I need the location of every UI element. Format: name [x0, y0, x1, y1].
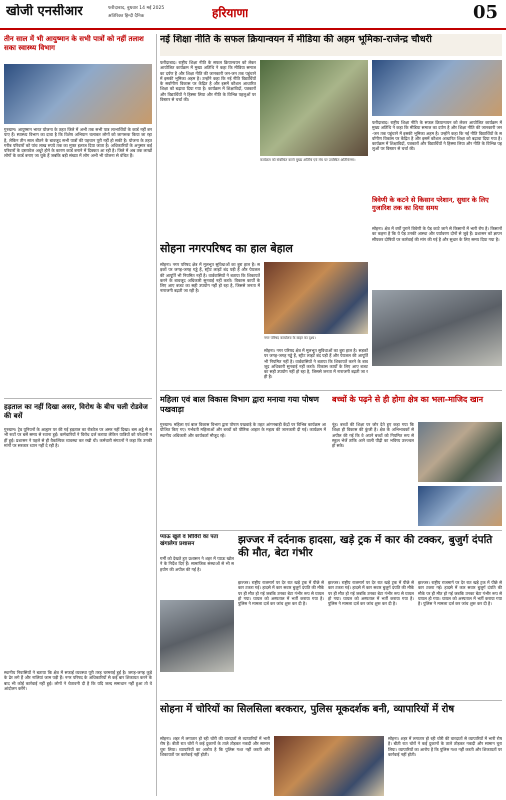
divider [160, 700, 502, 701]
tree-headline: त्रिवेणी के कटने से किसान परेशान, सुधार के लिए गुजारिश तक का दिया समय [372, 196, 489, 212]
left-top-photo [4, 64, 152, 124]
lead-body: फरीदाबाद। राष्ट्रीय शिक्षा नीति के सफल क्रियान्वयन को लेकर आयोजित कार्यक्रम में मुख्य अतिथि ने कहा कि मीडिया समाज का दर्पण है और शिक्षा नीति की जानकारी जन-जन तक पहुंचाने में इसकी भूमिका अहम है। उन्होंने कहा कि नई नीति विद्यार्थियों के सर्वांगीण विकास पर केंद्रित है और इसमें कौशल आधारित शिक्षा को बढ़ावा दिया गया है। कार्यक्रम में शिक्षाविदों, पत्रकारों और विद्यार्थियों ने हिस्सा लिया और नीति के विभिन्न पहलुओं पर विस्तार से चर्चा की। [160, 60, 256, 103]
theft-body-2: सोहना। शहर में लगातार हो रही चोरी की वारदातों से व्यापारियों में भारी रोष है। बीती रात चोरों ने कई दुकानों के ताले तोड़कर नकदी और सामान चुरा लिया। व्यापारियों का आरोप है कि पुलिस गश्त नहीं करती और शिकायतों पर कार्रवाई नहीं होती। [388, 736, 502, 757]
women-body: गुरुग्राम। महिला एवं बाल विकास विभाग द्वारा पोषण पखवाड़े के तहत आंगनबाड़ी केंद्रों पर विभिन्न कार्यक्रम आयोजित किए गए। गर्भवती महिलाओं और बच्चों को पौष्टिक आहार के महत्व की जानकारी दी गई। कार्यक्रम में स्थानीय अधिकारी और कार्यकर्ता मौजूद रहे। [160, 422, 326, 438]
masthead-subline: अतिरिक्त हिन्दी दैनिक [108, 14, 145, 19]
tree-body: सोहना। क्षेत्र में वर्षों पुराने त्रिवेणी के पेड़ काटे जाने से किसानों में भारी रोष है। किसानों का कहना है कि ये पेड़ उनकी आस्था और पर्यावरण दोनों से जुड़े हैं। प्रशासन को ज्ञापन सौंपकर दोषियों पर कार्रवाई की मांग की गई है और सुधार के लिए समय दिया गया है। [372, 226, 502, 242]
children-photo-2 [418, 486, 502, 526]
children-headline: बच्चों के पढ़ने से ही होगा क्षेत्र का भला-माजिद खान [332, 394, 484, 404]
accident-body: झज्जर। राष्ट्रीय राजमार्ग पर देर रात खड़े ट्रक में पीछे से कार टकरा गई। हादसे में कार सवार बुजुर्ग दंपति की मौके पर ही मौत हो गई जबकि उनका बेटा गंभीर रूप से घायल हो गया। घायल को अस्पताल में भर्ती कराया गया है। पुलिस ने मामला दर्ज कर जांच शुरू कर दी है। [238, 580, 324, 607]
divider [160, 390, 502, 391]
tree-photo [372, 290, 502, 366]
left-bottom-body: स्थानीय निवासियों ने बताया कि क्षेत्र में सफाई व्यवस्था पूरी तरह चरमराई हुई है। जगह-जगह कूड़े के ढेर लगे हैं और नालियां जाम पड़ी हैं। नगर परिषद के अधिकारियों से कई बार शिकायत करने के बाद भी कोई कार्रवाई नहीं हुई। लोगों ने चेतावनी दी है कि यदि जल्द समाधान नहीं हुआ तो वे आंदोलन करेंगे। [4, 670, 152, 691]
sohna-body: सोहना। नगर परिषद क्षेत्र में मूलभूत सुविधाओं का बुरा हाल है। सड़कों पर जगह-जगह गड्ढे हैं, स्ट्रीट लाइटें बंद पड़ी हैं और पेयजल की आपूर्ति भी नियमित नहीं है। वार्डवासियों ने बताया कि शिकायतें करने के बावजूद अधिकारी सुनवाई नहीं करते। विकास कार्यों के लिए आए बजट का सही उपयोग नहीं हो रहा है, जिससे जनता में नाराजगी बढ़ती जा रही है। [160, 262, 260, 294]
children-photo [418, 422, 502, 482]
left-mid-body: गुरुग्राम। ट्रेड यूनियनों के आह्वान पर की गई हड़ताल का रोडवेज पर असर नहीं दिखा। बस अड्डे से सभी रूटों पर बसें समय से रवाना हुईं। कर्मचारियों ने विरोध दर्ज कराया लेकिन यात्रियों को परेशानी नहीं हुई। प्रशासन ने पहले से ही वैकल्पिक व्यवस्था कर रखी थी। कर्मचारी संगठनों ने कहा कि उनकी मांगों पर सरकार ध्यान नहीं दे रही है। [4, 427, 152, 448]
divider [4, 398, 152, 399]
page-number: 05 [472, 2, 498, 23]
accident-body-2: झज्जर। राष्ट्रीय राजमार्ग पर देर रात खड़े ट्रक में पीछे से कार टकरा गई। हादसे में कार सवार बुजुर्ग दंपति की मौके पर ही मौत हो गई जबकि उनका बेटा गंभीर रूप से घायल हो गया। घायल को अस्पताल में भर्ती कराया गया है। पुलिस ने मामला दर्ज कर जांच शुरू कर दी है। [328, 580, 414, 607]
theft-headline: सोहना में चोरियों का सिलसिला बरकरार, पुलिस मूकदर्शक बनी, व्यापारियों में रोष [160, 704, 455, 715]
column-divider [156, 34, 157, 796]
divider [160, 530, 502, 531]
accident-body-3: झज्जर। राष्ट्रीय राजमार्ग पर देर रात खड़े ट्रक में पीछे से कार टकरा गई। हादसे में कार सवार बुजुर्ग दंपति की मौके पर ही मौत हो गई जबकि उनका बेटा गंभीर रूप से घायल हो गया। घायल को अस्पताल में भर्ती कराया गया है। पुलिस ने मामला दर्ज कर जांच शुरू कर दी है। [418, 580, 502, 607]
theft-photo [274, 736, 384, 796]
left-top-body: गुरुग्राम। आयुष्मान भारत योजना के तहत जिले में अभी तक सभी पात्र लाभार्थियों के कार्ड नहीं बन पाए हैं। स्वास्थ्य विभाग का दावा है कि विशेष अभियान चलाकर लोगों को जागरूक किया जा रहा है, लेकिन तीन साल बीतने के बावजूद सभी पात्रों की पहचान पूरी नहीं हो सकी है। योजना के तहत गरीब परिवारों को पांच लाख रुपये तक का मुफ्त इलाज दिया जाता है। अधिकारियों के अनुसार कई परिवारों के दस्तावेज अधूरे होने के कारण कार्ड बनाने में दिक्कत आ रही है। जिले में अब तक लाखों लोगों के कार्ड बनाए जा चुके हैं जबकि बड़ी संख्या में लोग अभी भी योजना से वंचित हैं। [4, 127, 152, 159]
women-headline: महिला एवं बाल विकास विभाग द्वारा मनाया गया पोषण पखवाड़ा [160, 394, 319, 414]
lead-photo [260, 60, 368, 156]
theft-body: सोहना। शहर में लगातार हो रही चोरी की वारदातों से व्यापारियों में भारी रोष है। बीती रात चोरों ने कई दुकानों के ताले तोड़कर नकदी और सामान चुरा लिया। व्यापारियों का आरोप है कि पुलिस गश्त नहीं करती और शिकायतों पर कार्रवाई नहीं होती। [160, 736, 270, 757]
lead-photo-2 [372, 60, 502, 116]
left-top-headline: तीन साल में भी आयुष्मान के सभी पात्रों को नहीं तलाश सका स्वास्थ्य विभाग [4, 34, 144, 52]
left-mid-headline: हड़ताल का नहीं दिखा असर, विरोध के बीच चली रोडवेज की बसें [4, 402, 148, 420]
lead-headline: नई शिक्षा नीति के सफल क्रियान्वयन में मीडिया की अहम भूमिका-राजेन्द्र चौधरी [160, 34, 502, 56]
short-left-headline: प्याऊ खुले व शिविरों का पता खंगालेगा प्रशासन [160, 534, 219, 547]
sohna-caption: नगर परिषद कार्यालय के बाहर का दृश्य। [264, 336, 316, 340]
lead-caption: कार्यक्रम को संबोधित करते मुख्य अतिथि एवं मंच पर उपस्थित अतिथिगण। [260, 158, 356, 162]
children-body: नूंह। बच्चों की शिक्षा पर जोर देते हुए कहा गया कि शिक्षा ही विकास की कुंजी है। क्षेत्र के अभिभावकों से अपील की गई कि वे अपने बच्चों को नियमित रूप से स्कूल भेजें ताकि आने वाली पीढ़ी का भविष्य उज्ज्वल हो सके। [332, 422, 414, 449]
masthead-name: खोजी एनसीआर [6, 4, 83, 19]
accident-photo [160, 600, 234, 672]
sohna-photo [264, 262, 368, 334]
masthead [0, 0, 506, 30]
short-left-body: गर्मी को देखते हुए प्रशासन ने शहर में प्याऊ खोलने के निर्देश दिए हैं। सामाजिक संस्थाओं से भी सहयोग की अपील की गई है। [160, 556, 234, 572]
section-title: हरियाणा [212, 6, 249, 20]
lead-body-2: फरीदाबाद। राष्ट्रीय शिक्षा नीति के सफल क्रियान्वयन को लेकर आयोजित कार्यक्रम में मुख्य अतिथि ने कहा कि मीडिया समाज का दर्पण है और शिक्षा नीति की जानकारी जन-जन तक पहुंचाने में इसकी भूमिका अहम है। उन्होंने कहा कि नई नीति विद्यार्थियों के सर्वांगीण विकास पर केंद्रित है और इसमें कौशल आधारित शिक्षा को बढ़ावा दिया गया है। कार्यक्रम में शिक्षाविदों, पत्रकारों और विद्यार्थियों ने हिस्सा लिया और नीति के विभिन्न पहलुओं पर विस्तार से चर्चा की। [372, 120, 502, 152]
accident-headline: झज्जर में दर्दनाक हादसा, खड़े ट्रक में कार की टक्कर, बुजुर्ग दंपति की मौत, बेटा गंभीर [238, 534, 493, 559]
sohna-headline: सोहना नगरपरिषद का हाल बेहाल [160, 242, 293, 255]
masthead-dateline: फरीदाबाद, बुधवार 14 मई 2025 [108, 6, 165, 11]
sohna-body-2: सोहना। नगर परिषद क्षेत्र में मूलभूत सुविधाओं का बुरा हाल है। सड़कों पर जगह-जगह गड्ढे हैं, स्ट्रीट लाइटें बंद पड़ी हैं और पेयजल की आपूर्ति भी नियमित नहीं है। वार्डवासियों ने बताया कि शिकायतें करने के बावजूद अधिकारी सुनवाई नहीं करते। विकास कार्यों के लिए आए बजट का सही उपयोग नहीं हो रहा है, जिससे जनता में नाराजगी बढ़ती जा रही है। [264, 348, 368, 380]
